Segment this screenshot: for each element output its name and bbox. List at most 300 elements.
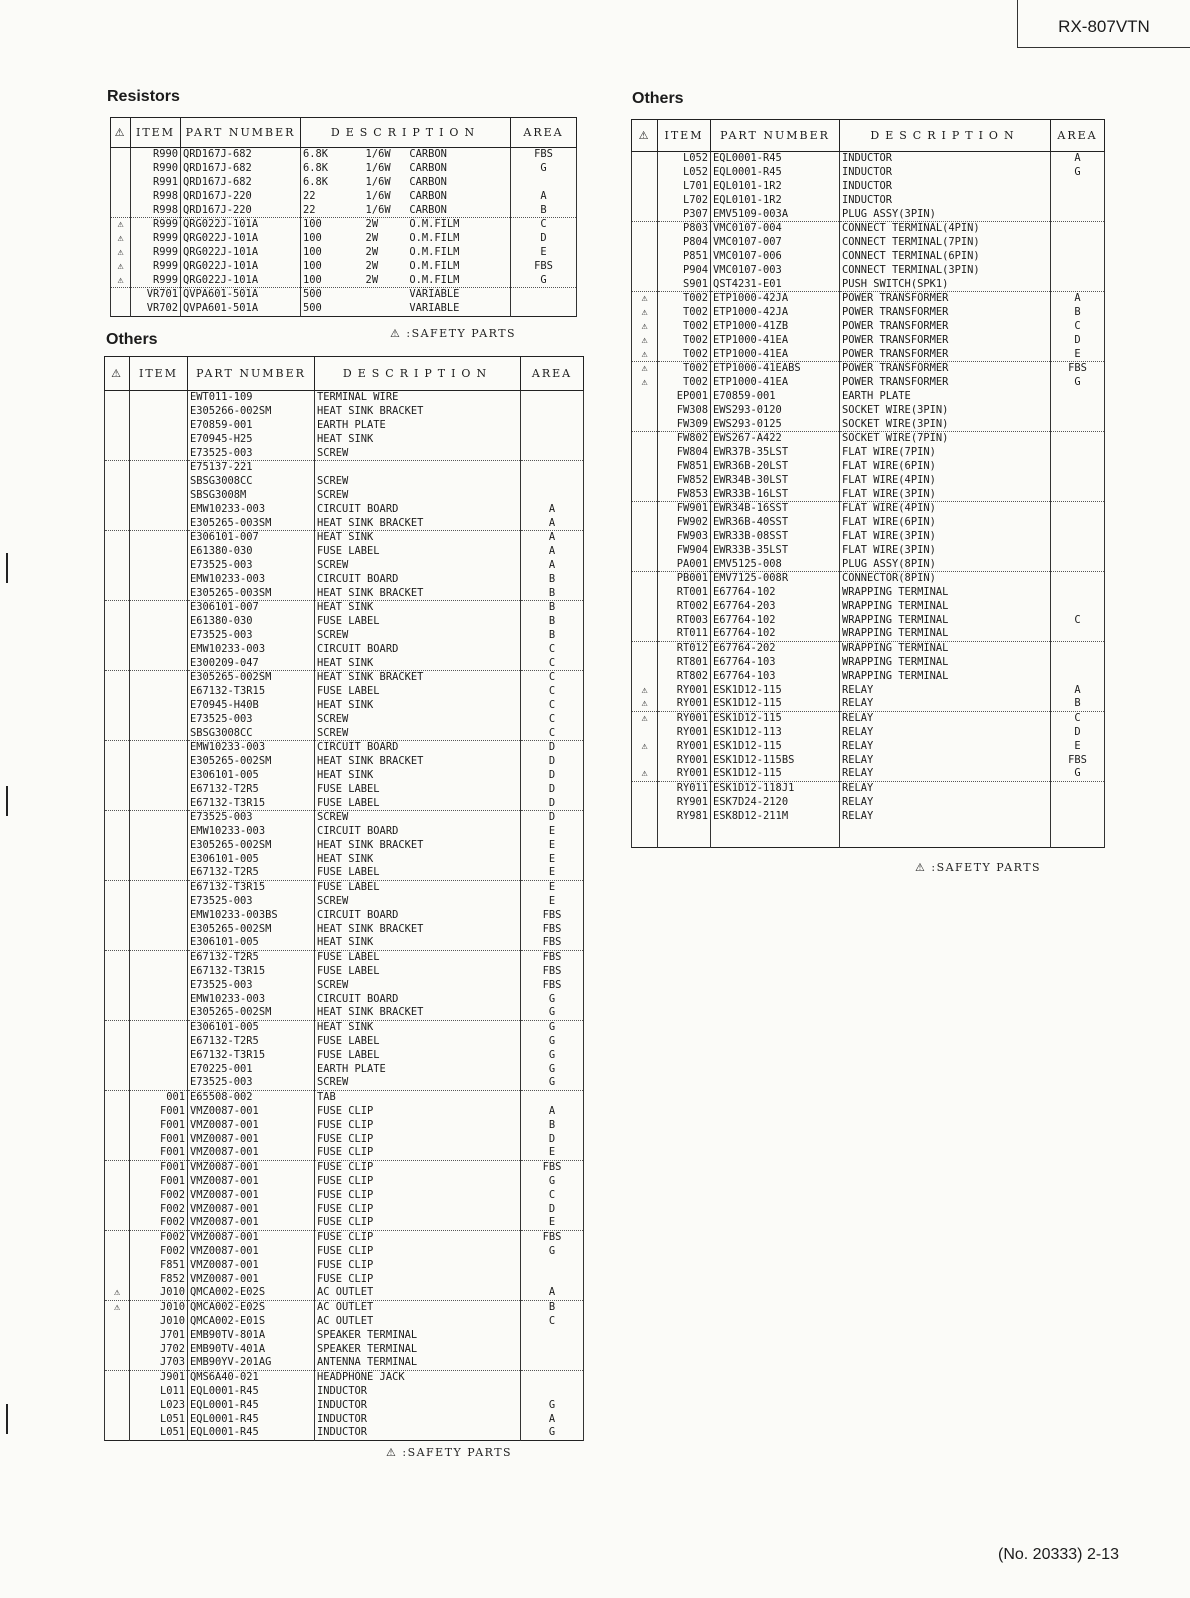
table-row <box>105 572 584 586</box>
safety-mark <box>105 1175 130 1189</box>
safety-mark <box>105 1272 130 1286</box>
description: CIRCUIT BOARD <box>315 572 521 586</box>
safety-mark <box>632 543 658 557</box>
area-code <box>1051 193 1105 207</box>
table-row <box>632 586 1105 600</box>
item-code: R999 <box>131 217 181 231</box>
area-code: B <box>521 572 584 586</box>
safety-mark <box>105 1146 130 1160</box>
part-number: E73525-003 <box>188 895 315 909</box>
description: FUSE CLIP <box>315 1175 521 1189</box>
table-row <box>111 217 577 231</box>
table-row <box>632 221 1105 235</box>
safety-mark <box>105 1258 130 1272</box>
item-code: R999 <box>131 273 181 287</box>
safety-mark <box>105 1035 130 1049</box>
table-row <box>105 1230 584 1244</box>
safety-mark <box>105 586 130 600</box>
description: CONNECT TERMINAL(7PIN) <box>840 236 1051 250</box>
item-code: T002 <box>658 347 711 361</box>
part-number: VMC0107-007 <box>711 236 840 250</box>
item-code <box>130 642 188 656</box>
item-code: FW853 <box>658 487 711 501</box>
area-code: D <box>1051 333 1105 347</box>
part-number: EQL0001-R45 <box>188 1426 315 1440</box>
description: INDUCTOR <box>840 180 1051 194</box>
safety-mark <box>105 1090 130 1104</box>
safety-mark <box>632 473 658 487</box>
table-row <box>632 236 1105 250</box>
safety-mark <box>105 1006 130 1020</box>
description: 6.8K 1/6W CARBON <box>301 176 511 190</box>
item-code: R998 <box>131 189 181 203</box>
area-code: G <box>521 1035 584 1049</box>
area-code: D <box>521 810 584 824</box>
item-code <box>130 1048 188 1062</box>
description: POWER TRANSFORMER <box>840 361 1051 375</box>
description: RELAY <box>840 767 1051 781</box>
part-number: EWR33B-16LST <box>711 487 840 501</box>
safety-mark <box>105 1370 130 1384</box>
item-code: VR702 <box>131 302 181 316</box>
safety-mark: ⚠ <box>111 217 131 231</box>
table-row <box>105 796 584 810</box>
area-code <box>521 432 584 446</box>
item-code <box>130 419 188 433</box>
others-left-title: Others <box>106 331 158 348</box>
part-number: QMCA002-E02S <box>188 1286 315 1300</box>
part-number: ETP1000-41ZB <box>711 320 840 334</box>
item-code: J703 <box>130 1356 188 1370</box>
item-code: RY001 <box>658 767 711 781</box>
safety-mark <box>105 1245 130 1259</box>
table-row <box>632 683 1105 697</box>
part-number: E300209-047 <box>188 656 315 670</box>
description: POWER TRANSFORMER <box>840 320 1051 334</box>
safety-mark <box>111 189 131 203</box>
empty-cell <box>658 823 711 848</box>
part-number: E67764-102 <box>711 586 840 600</box>
part-number: VMZ0087-001 <box>188 1105 315 1119</box>
description: HEAT SINK BRACKET <box>315 586 521 600</box>
description: WRAPPING TERMINAL <box>840 669 1051 683</box>
safety-mark: ⚠ <box>632 739 658 753</box>
item-code: L023 <box>130 1398 188 1412</box>
table-row <box>105 1315 584 1329</box>
part-number: ESK1D12-115 <box>711 697 840 711</box>
part-number: E73525-003 <box>188 712 315 726</box>
table-row <box>632 530 1105 544</box>
area-code: FBS <box>521 965 584 979</box>
table-row <box>105 1006 584 1020</box>
area-code: A <box>521 1105 584 1119</box>
area-code: G <box>1051 767 1105 781</box>
table-row <box>632 390 1105 404</box>
safety-mark: ⚠ <box>632 361 658 375</box>
item-code <box>130 572 188 586</box>
safety-mark <box>105 489 130 503</box>
area-code: E <box>521 866 584 880</box>
table-row <box>105 1202 584 1216</box>
model-number-box: RX-807VTN <box>1017 0 1190 48</box>
item-code <box>130 1006 188 1020</box>
area-code <box>1051 501 1105 515</box>
description-col-header: DESCRIPTION <box>301 118 511 148</box>
item-code: L052 <box>658 166 711 180</box>
description: FUSE CLIP <box>315 1202 521 1216</box>
table-row <box>105 1216 584 1230</box>
table-row <box>111 246 577 260</box>
table-row <box>105 755 584 769</box>
safety-mark <box>632 726 658 740</box>
area-code: A <box>521 502 584 516</box>
table-row <box>632 487 1105 501</box>
table-row <box>105 1188 584 1202</box>
description: SCREW <box>315 489 521 503</box>
table-row <box>105 839 584 853</box>
area-code <box>1051 656 1105 670</box>
part-number: E67764-103 <box>711 669 840 683</box>
table-row <box>632 193 1105 207</box>
safety-mark <box>632 613 658 627</box>
safety-mark <box>105 839 130 853</box>
description: FUSE LABEL <box>315 545 521 559</box>
item-code: P904 <box>658 263 711 277</box>
table-row <box>105 922 584 936</box>
part-number: E73525-003 <box>188 978 315 992</box>
description: FUSE CLIP <box>315 1118 521 1132</box>
table-row <box>105 852 584 866</box>
area-code <box>521 1356 584 1370</box>
part-number: EQL0001-R45 <box>188 1385 315 1399</box>
table-row <box>105 1076 584 1090</box>
description: SOCKET WIRE(3PIN) <box>840 403 1051 417</box>
table-row <box>105 1328 584 1342</box>
area-code <box>1051 600 1105 614</box>
item-code <box>130 391 188 405</box>
safety-mark: ⚠ <box>632 347 658 361</box>
area-code: E <box>521 880 584 894</box>
item-col-header: ITEM <box>131 118 181 148</box>
area-code <box>521 475 584 489</box>
area-code: FBS <box>521 950 584 964</box>
part-number: VMZ0087-001 <box>188 1202 315 1216</box>
description: POWER TRANSFORMER <box>840 333 1051 347</box>
safety-mark <box>632 600 658 614</box>
item-code: F001 <box>130 1132 188 1146</box>
description: INDUCTOR <box>315 1426 521 1440</box>
table-row <box>105 656 584 670</box>
area-code <box>1051 543 1105 557</box>
description: SCREW <box>315 1076 521 1090</box>
item-col-header: ITEM <box>130 357 188 391</box>
item-code: RY901 <box>658 796 711 810</box>
description: FUSE CLIP <box>315 1146 521 1160</box>
safety-mark: ⚠ <box>111 259 131 273</box>
safety-mark <box>105 992 130 1006</box>
area-code <box>1051 417 1105 431</box>
table-row <box>105 1385 584 1399</box>
safety-mark <box>632 530 658 544</box>
description: SCREW <box>315 446 521 460</box>
table-row <box>105 1048 584 1062</box>
item-code: EP001 <box>658 390 711 404</box>
table-row <box>632 600 1105 614</box>
description: CIRCUIT BOARD <box>315 825 521 839</box>
safety-mark <box>105 1188 130 1202</box>
item-code: RT001 <box>658 586 711 600</box>
part-number: VMZ0087-001 <box>188 1258 315 1272</box>
table-row <box>632 641 1105 655</box>
part-number: ETP1000-42JA <box>711 306 840 320</box>
description <box>315 460 521 474</box>
table-row <box>632 613 1105 627</box>
area-code <box>521 419 584 433</box>
description: 100 2W O.M.FILM <box>301 259 511 273</box>
safety-mark <box>105 895 130 909</box>
table-row <box>105 1426 584 1440</box>
part-number: SBSG3008CC <box>188 726 315 740</box>
description: CONNECT TERMINAL(4PIN) <box>840 221 1051 235</box>
description: POWER TRANSFORMER <box>840 347 1051 361</box>
safety-mark <box>105 1076 130 1090</box>
item-code: RT002 <box>658 600 711 614</box>
binding-mark <box>6 786 8 816</box>
item-code: FW903 <box>658 530 711 544</box>
item-code: RT003 <box>658 613 711 627</box>
part-number: E67132-T2R5 <box>188 782 315 796</box>
description: WRAPPING TERMINAL <box>840 627 1051 641</box>
area-code: D <box>521 1202 584 1216</box>
safety-mark <box>105 1356 130 1370</box>
item-code: PA001 <box>658 557 711 571</box>
part-number: E73525-003 <box>188 1076 315 1090</box>
safety-parts-note-resistors: ⚠ :SAFETY PARTS <box>390 327 517 340</box>
area-code <box>1051 627 1105 641</box>
area-code <box>511 302 577 316</box>
part-number: EQL0001-R45 <box>188 1398 315 1412</box>
part-number: E306101-005 <box>188 852 315 866</box>
area-code: G <box>521 1006 584 1020</box>
table-row <box>632 431 1105 445</box>
part-number: E61380-030 <box>188 545 315 559</box>
safety-mark <box>105 1020 130 1034</box>
part-number: E306101-007 <box>188 600 315 614</box>
table-row <box>105 419 584 433</box>
item-code: F002 <box>130 1230 188 1244</box>
part-number: QRG022J-101A <box>181 246 301 260</box>
area-code: G <box>521 1175 584 1189</box>
table-row <box>105 516 584 530</box>
description: POWER TRANSFORMER <box>840 306 1051 320</box>
safety-mark <box>105 629 130 643</box>
area-code: G <box>511 162 577 176</box>
description: FUSE CLIP <box>315 1216 521 1230</box>
description: SCREW <box>315 895 521 909</box>
others-right-table <box>631 119 1105 848</box>
description: FUSE CLIP <box>315 1132 521 1146</box>
description: TAB <box>315 1090 521 1104</box>
item-code: RY001 <box>658 726 711 740</box>
area-code: FBS <box>521 922 584 936</box>
safety-mark <box>105 1328 130 1342</box>
part-number: VMZ0087-001 <box>188 1175 315 1189</box>
item-code: F852 <box>130 1272 188 1286</box>
area-code <box>1051 809 1105 823</box>
table-row <box>105 1146 584 1160</box>
safety-mark <box>111 287 131 301</box>
item-code: L702 <box>658 193 711 207</box>
item-code <box>130 530 188 544</box>
part-number: EWR37B-35LST <box>711 446 840 460</box>
safety-mark <box>105 810 130 824</box>
description: FUSE LABEL <box>315 950 521 964</box>
table-row <box>632 781 1105 795</box>
description: HEAT SINK <box>315 656 521 670</box>
table-row <box>105 699 584 713</box>
area-code: A <box>521 530 584 544</box>
safety-mark <box>632 236 658 250</box>
item-code: J010 <box>130 1315 188 1329</box>
part-number: EMW10233-003 <box>188 992 315 1006</box>
part-number: E70859-001 <box>188 419 315 433</box>
table-row <box>105 1175 584 1189</box>
safety-mark <box>632 586 658 600</box>
others-left-table <box>104 356 584 1441</box>
item-code <box>130 866 188 880</box>
table-row <box>632 473 1105 487</box>
area-code <box>1051 236 1105 250</box>
area-code <box>1051 207 1105 221</box>
area-code: B <box>1051 697 1105 711</box>
table-row <box>632 152 1105 166</box>
description: FUSE LABEL <box>315 866 521 880</box>
area-code: E <box>521 1216 584 1230</box>
description: CONNECT TERMINAL(6PIN) <box>840 250 1051 264</box>
description: 500 VARIABLE <box>301 287 511 301</box>
area-code: C <box>511 217 577 231</box>
table-row <box>105 908 584 922</box>
table-row <box>105 432 584 446</box>
table-row <box>105 1398 584 1412</box>
safety-mark: ⚠ <box>632 376 658 390</box>
area-code <box>1051 487 1105 501</box>
item-code: R999 <box>131 246 181 260</box>
part-number: E305265-003SM <box>188 586 315 600</box>
description: RELAY <box>840 809 1051 823</box>
part-number: E67764-203 <box>711 600 840 614</box>
table-row <box>105 629 584 643</box>
description: INDUCTOR <box>315 1398 521 1412</box>
safety-mark <box>105 656 130 670</box>
table-row <box>105 1062 584 1076</box>
part-number: QRG022J-101A <box>181 273 301 287</box>
part-number: EMV7125-008R <box>711 571 840 585</box>
item-code <box>130 1020 188 1034</box>
table-row <box>632 263 1105 277</box>
table-row <box>105 950 584 964</box>
part-number: VMZ0087-001 <box>188 1118 315 1132</box>
item-code <box>130 839 188 853</box>
table-row <box>632 333 1105 347</box>
safety-mark <box>632 796 658 810</box>
item-code: FW308 <box>658 403 711 417</box>
table-row <box>632 320 1105 334</box>
safety-mark <box>632 417 658 431</box>
part-number: QMS6A40-021 <box>188 1370 315 1384</box>
part-number: QRD167J-220 <box>181 203 301 217</box>
description: PUSH SWITCH(SPK1) <box>840 277 1051 291</box>
safety-mark <box>105 1342 130 1356</box>
description: RELAY <box>840 683 1051 697</box>
part-number: E305265-002SM <box>188 922 315 936</box>
part-number: ETP1000-41EABS <box>711 361 840 375</box>
item-code <box>130 600 188 614</box>
description: EARTH PLATE <box>840 390 1051 404</box>
area-code <box>1051 460 1105 474</box>
part-number: QMCA002-E02S <box>188 1300 315 1314</box>
safety-mark <box>632 277 658 291</box>
table-row <box>632 726 1105 740</box>
safety-mark <box>105 642 130 656</box>
part-number: E67764-102 <box>711 627 840 641</box>
description: HEAT SINK BRACKET <box>315 670 521 684</box>
table-row <box>105 1342 584 1356</box>
table-row <box>105 615 584 629</box>
item-code <box>130 922 188 936</box>
area-code: A <box>1051 683 1105 697</box>
safety-mark <box>105 432 130 446</box>
part-number: QRD167J-682 <box>181 176 301 190</box>
item-code: S901 <box>658 277 711 291</box>
description: WRAPPING TERMINAL <box>840 656 1051 670</box>
safety-mark: ⚠ <box>105 1286 130 1300</box>
part-number: EWR36B-40SST <box>711 516 840 530</box>
safety-mark <box>105 559 130 573</box>
table-row <box>105 502 584 516</box>
item-code: R999 <box>131 232 181 246</box>
safety-mark <box>105 1160 130 1174</box>
item-code: T002 <box>658 333 711 347</box>
item-code <box>130 880 188 894</box>
description: INDUCTOR <box>840 152 1051 166</box>
table-row <box>632 207 1105 221</box>
table-row <box>105 1090 584 1104</box>
safety-mark <box>105 446 130 460</box>
safety-col-header: ⚠ <box>632 120 658 152</box>
part-number: EQL0101-1R2 <box>711 193 840 207</box>
description: RELAY <box>840 726 1051 740</box>
table-row <box>105 1160 584 1174</box>
part-number: EMW10233-003 <box>188 502 315 516</box>
item-code: RT802 <box>658 669 711 683</box>
safety-col-header: ⚠ <box>111 118 131 148</box>
table-row <box>111 176 577 190</box>
safety-mark <box>111 148 131 162</box>
description: WRAPPING TERMINAL <box>840 586 1051 600</box>
safety-mark <box>105 1315 130 1329</box>
description: CIRCUIT BOARD <box>315 740 521 754</box>
safety-mark <box>105 475 130 489</box>
area-code: FBS <box>1051 361 1105 375</box>
area-code: G <box>521 1062 584 1076</box>
table-row <box>105 1105 584 1119</box>
description: CONNECT TERMINAL(3PIN) <box>840 263 1051 277</box>
safety-mark: ⚠ <box>632 711 658 725</box>
safety-mark <box>105 1230 130 1244</box>
table-row <box>632 306 1105 320</box>
description: FLAT WIRE(3PIN) <box>840 530 1051 544</box>
